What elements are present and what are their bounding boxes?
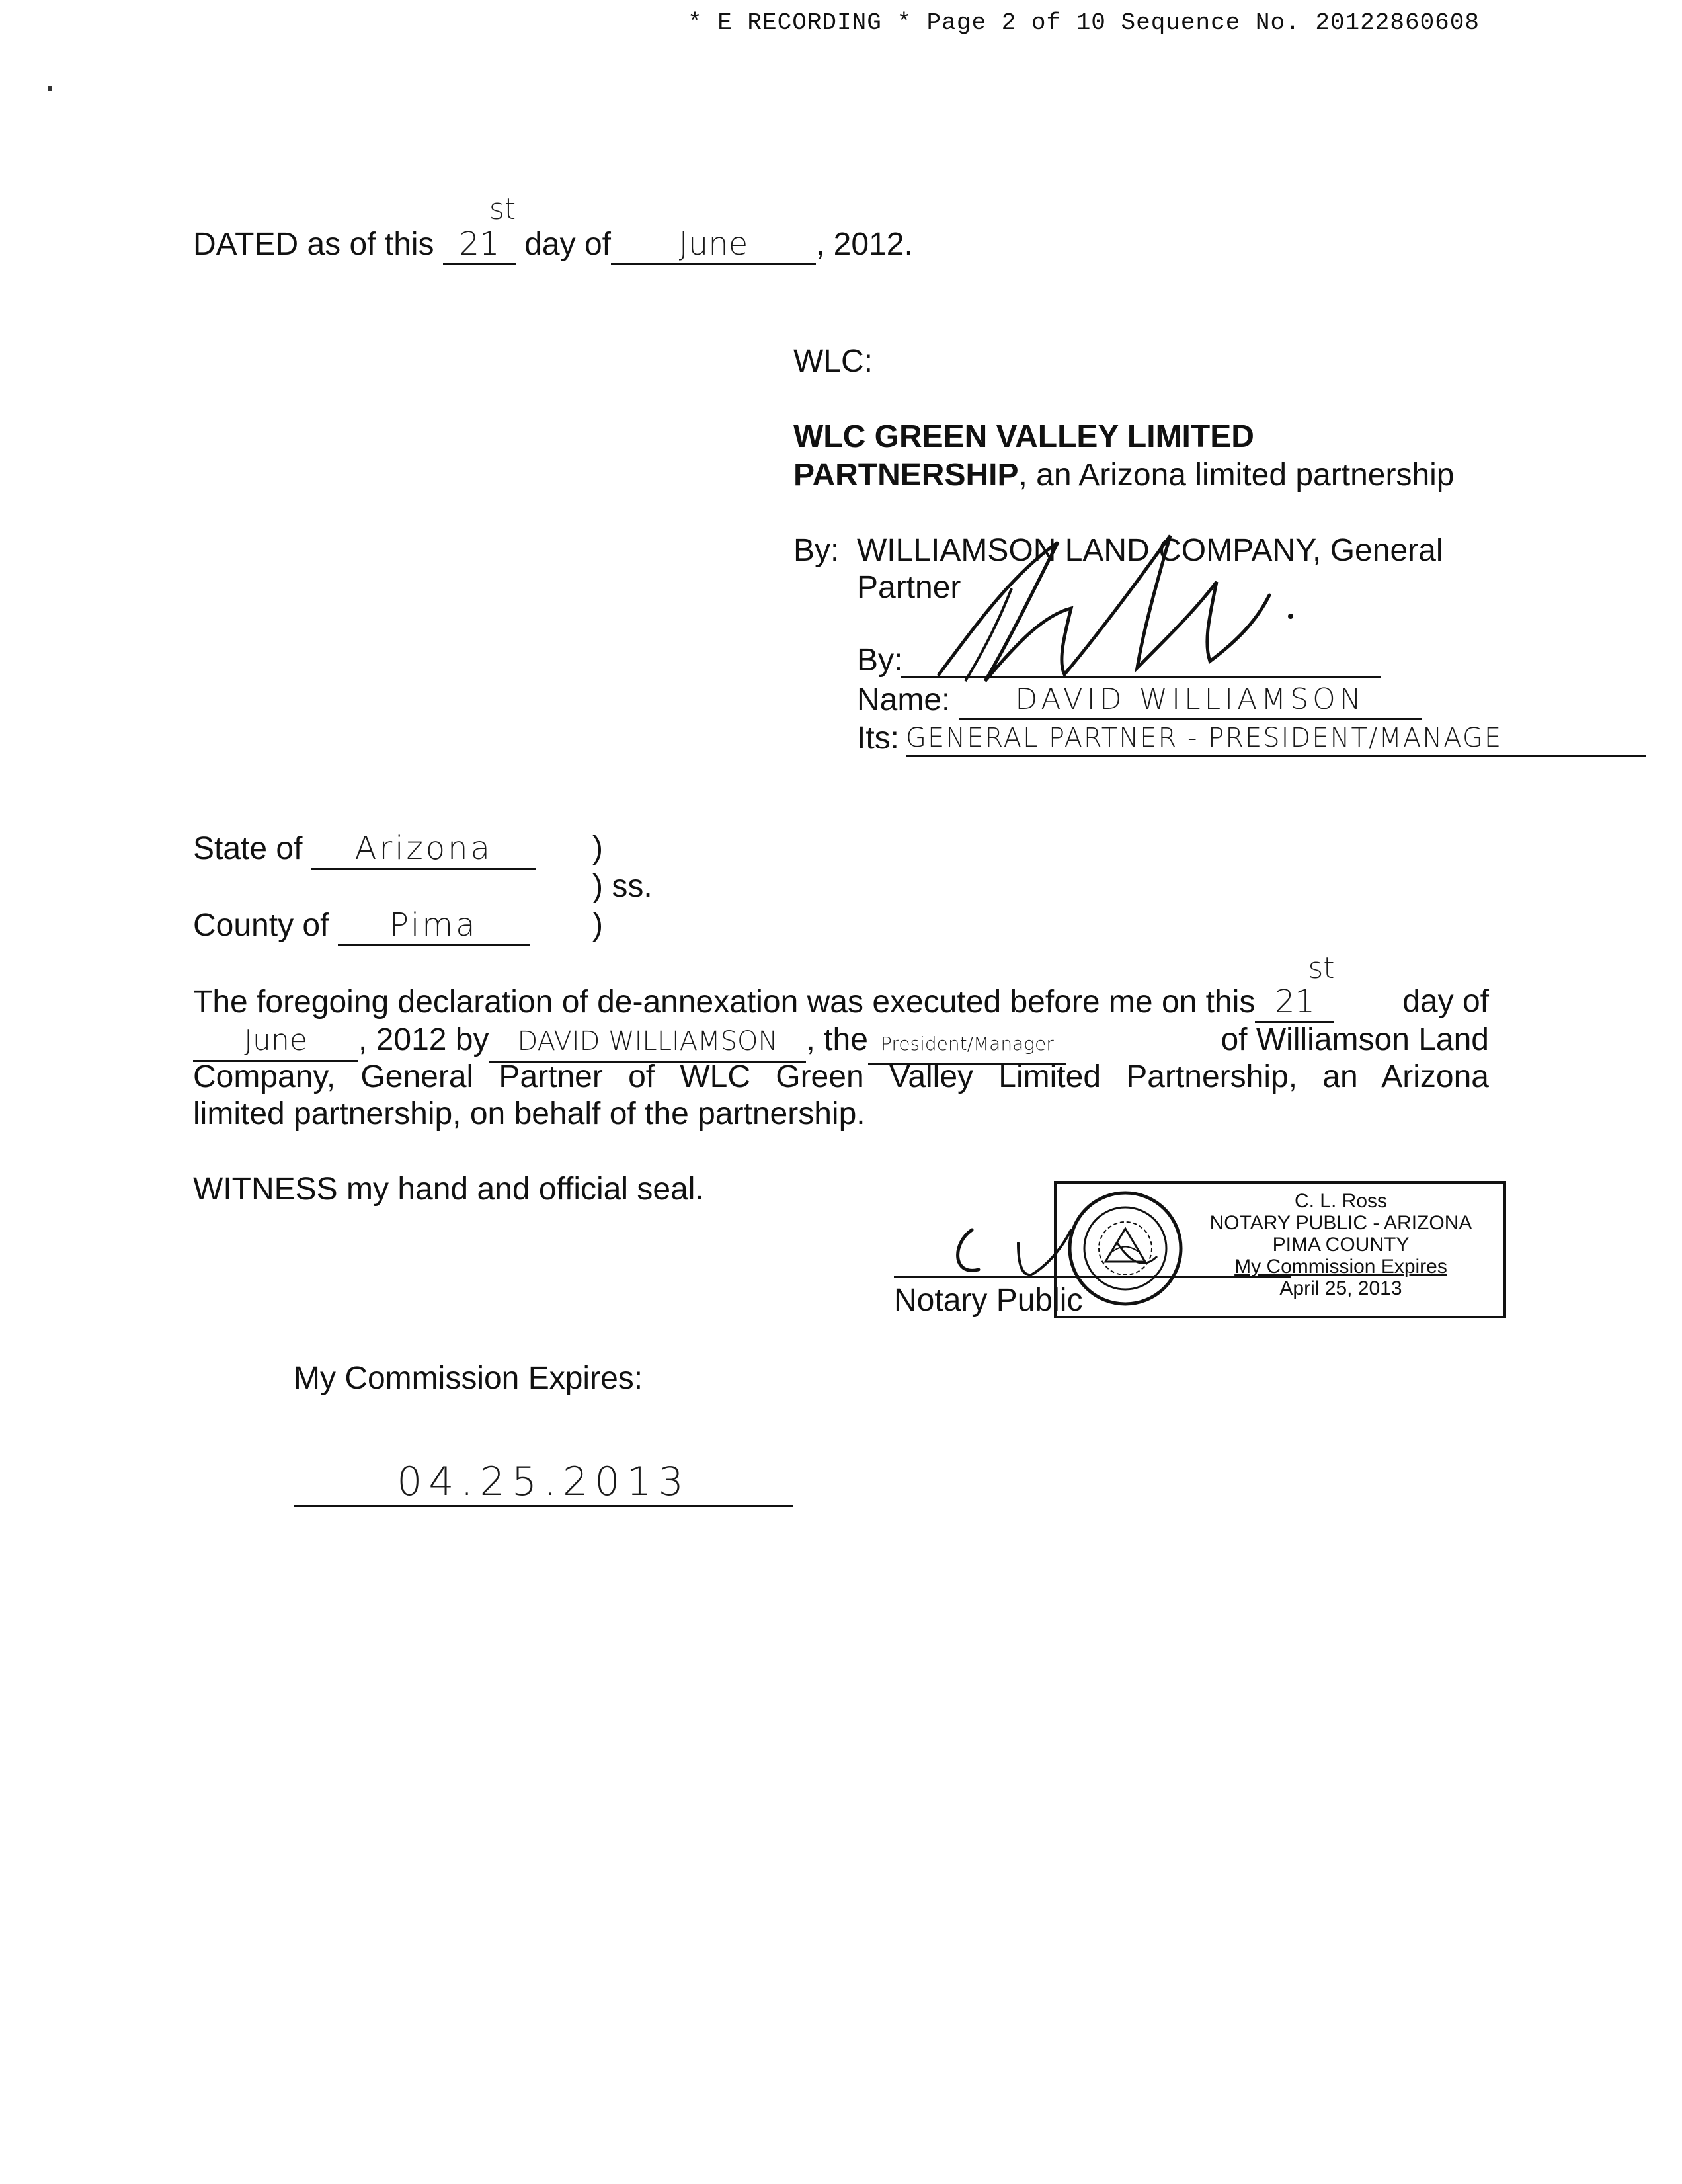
- by-label: By:: [793, 533, 840, 568]
- party-name-rest: , an Arizona limited partnership: [1018, 458, 1455, 493]
- stamp-text: [1189, 1190, 1493, 1299]
- county-paren: ): [592, 907, 603, 942]
- by-entity: WILLIAMSON LAND COMPANY, General: [857, 533, 1443, 568]
- dated-month: June: [611, 225, 816, 265]
- dated-prefix: DATED as of this: [193, 227, 434, 262]
- ack-line2-b: , the: [806, 1022, 868, 1057]
- by2-label: By:: [857, 643, 903, 678]
- party-label: WLC:: [793, 344, 873, 379]
- dated-mid: day of: [524, 227, 611, 262]
- ack-line2-a: , 2012 by: [358, 1022, 489, 1057]
- state-line: [193, 829, 536, 870]
- ss-label: ) ss.: [592, 869, 653, 904]
- notary-signature-label: Notary Public: [894, 1283, 1083, 1318]
- state-label: State of: [193, 831, 303, 866]
- dated-year: , 2012.: [816, 227, 913, 262]
- witness-text: WITNESS my hand and official seal.: [193, 1172, 704, 1207]
- ack-line1-b: day of: [1402, 984, 1489, 1019]
- ack-day: 21 st: [1255, 983, 1334, 1023]
- stamp-name: C. L. Ross: [1294, 1190, 1388, 1212]
- signature-graphic: [899, 516, 1322, 701]
- party-name-line2: [793, 456, 1455, 495]
- its-value: GENERAL PARTNER - PRESIDENT/MANAGE: [906, 721, 1646, 757]
- state-paren: ): [592, 830, 603, 866]
- party-name-line1: WLC GREEN VALLEY LIMITED: [793, 419, 1254, 454]
- commission-label: My Commission Expires:: [294, 1361, 643, 1396]
- arizona-seal-icon: [1066, 1189, 1185, 1308]
- county-label: County of: [193, 908, 329, 943]
- county-value: Pima: [338, 906, 530, 946]
- stamp-expires-label: My Commission Expires: [1234, 1256, 1447, 1277]
- stamp-expires-date: April 25, 2013: [1279, 1277, 1402, 1299]
- dated-line: [193, 192, 913, 265]
- ack-line4: limited partnership, on behalf of the partnership.: [193, 1096, 865, 1131]
- dated-day: 21 st: [443, 225, 516, 265]
- by-entity-cont: Partner: [857, 570, 961, 605]
- ack-day-suffix: st: [1308, 951, 1335, 985]
- ack-name: DAVID WILLIAMSON: [489, 1022, 806, 1063]
- notary-stamp: [1054, 1181, 1506, 1318]
- dated-day-suffix: st: [489, 192, 516, 226]
- ack-line1: [193, 951, 1489, 1023]
- name-label: Name:: [857, 682, 951, 717]
- ack-line2-c: of Williamson Land: [1221, 1022, 1489, 1057]
- county-line: [193, 906, 530, 946]
- state-value: Arizona: [311, 829, 536, 870]
- ack-month: June: [193, 1022, 358, 1062]
- ack-line3: Company, General Partner of WLC Green Valley Limited Partnership, an Arizona: [193, 1059, 1489, 1094]
- stamp-title: NOTARY PUBLIC - ARIZONA: [1209, 1212, 1472, 1234]
- name-value: DAVID WILLIAMSON: [959, 681, 1422, 720]
- ack-title: President/Manager: [868, 1025, 1066, 1065]
- commission-date: 04.25.2013: [294, 1459, 793, 1507]
- stamp-county: PIMA COUNTY: [1272, 1234, 1410, 1256]
- scan-mark: [48, 86, 52, 91]
- ack-line1-a: The foregoing declaration of de-annexation was executed before me on this: [193, 985, 1256, 1020]
- recording-header: * E RECORDING * Page 2 of 10 Sequence No. 20122860608: [688, 9, 1480, 36]
- party-name-bold: PARTNERSHIP: [793, 458, 1019, 493]
- its-label: Its:: [857, 721, 900, 756]
